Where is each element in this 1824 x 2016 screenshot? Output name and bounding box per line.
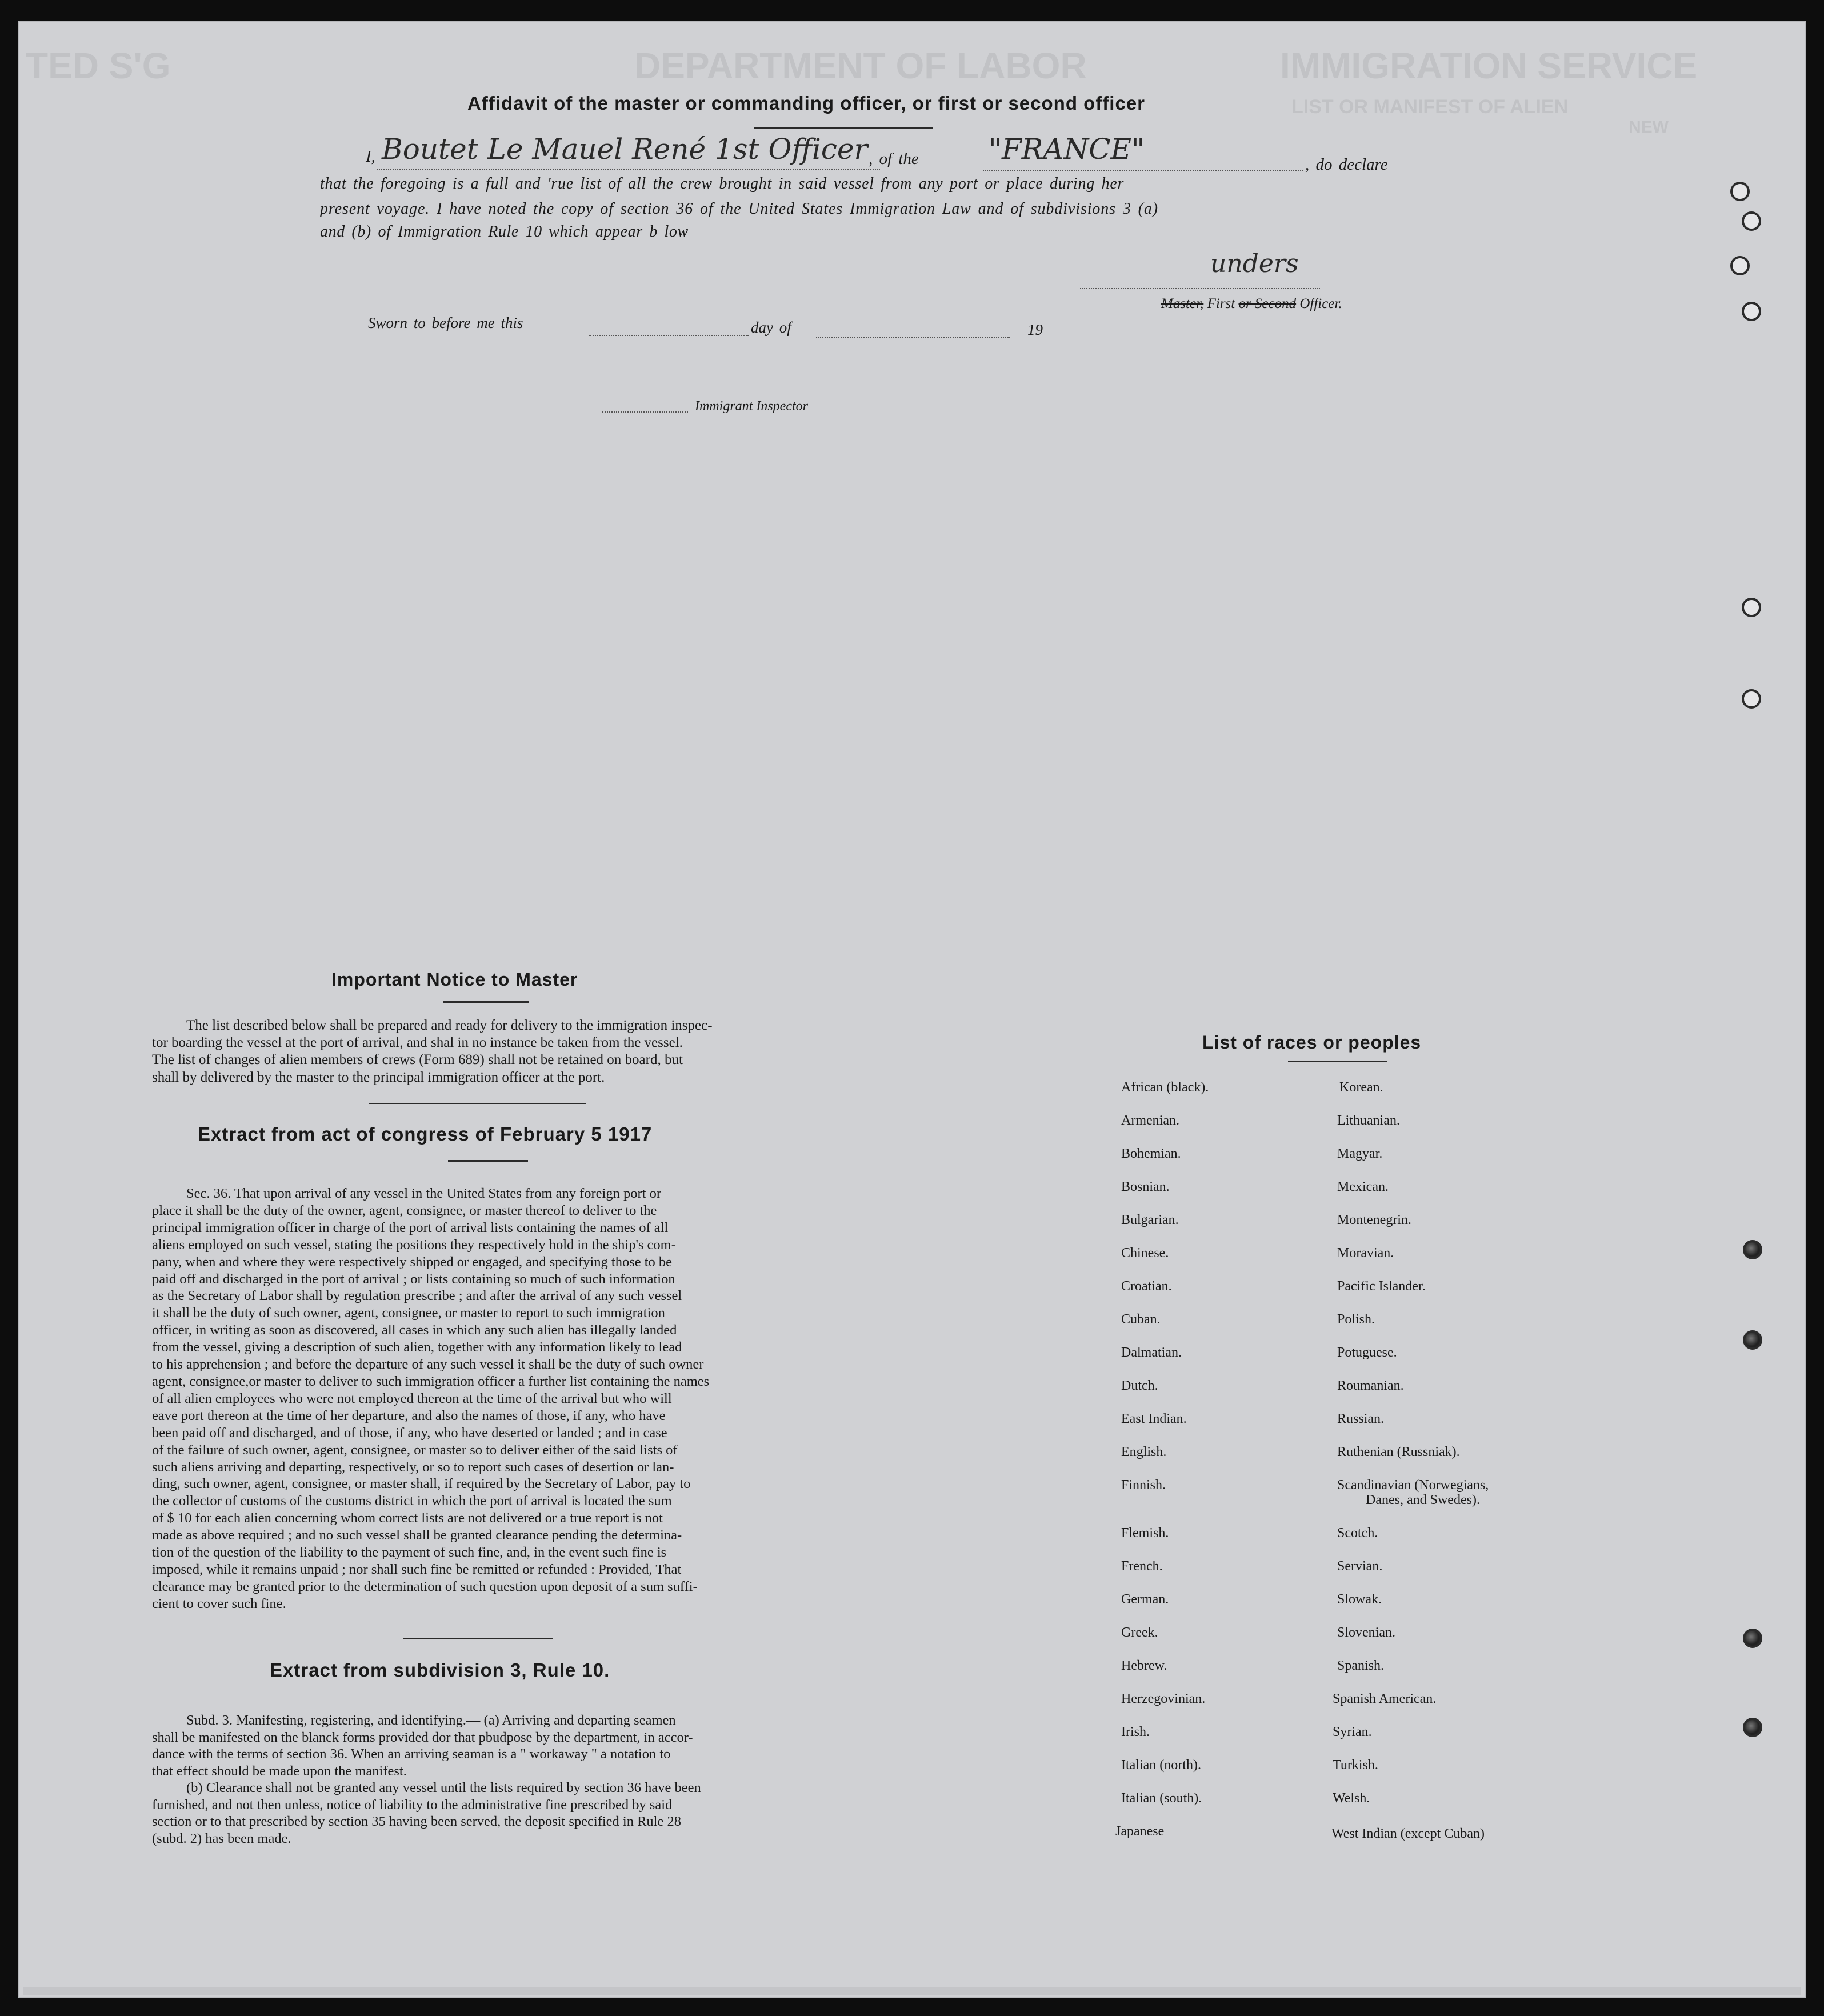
race-item: Flemish. (1121, 1526, 1169, 1541)
bleed-header-left: TED S'G (26, 45, 171, 86)
race-item: Italian (south). (1121, 1791, 1202, 1806)
notice-title-rule (443, 1001, 529, 1003)
sworn-day-line (589, 335, 749, 336)
race-item: Moravian. (1337, 1246, 1394, 1261)
affidavit-title-rule (754, 127, 933, 129)
binder-hole (1742, 598, 1761, 617)
extract1-title: Extract from act of congress of February 5 1917 (198, 1123, 653, 1145)
race-item: Armenian. (1121, 1113, 1179, 1128)
race-item: Potuguese. (1337, 1345, 1397, 1360)
bleed-header-mid: DEPARTMENT OF LABOR (634, 45, 1087, 86)
bleed-header-right: IMMIGRATION SERVICE (1280, 45, 1698, 86)
extract2-line: section or to that prescribed by section 35 having been served, the deposit specified in Rule 28 (152, 1814, 681, 1829)
page-bottom-edge (23, 1987, 1801, 1995)
extract2-line: dance with the terms of section 36. When an arriving seaman is a " workaway " a notation to (152, 1746, 671, 1762)
extract1-line: from the vessel, giving a description of such alien, together with any information likely to lead (152, 1339, 682, 1355)
officer-title-master: Master, (1161, 296, 1204, 311)
extract1-line: of the failure of such owner, agent, consignee, or master so to deliver either of the said lists of (152, 1442, 678, 1458)
race-item: Japanese (1115, 1824, 1165, 1839)
extract1-line: cient to cover such fine. (152, 1595, 286, 1611)
document-page (18, 21, 1806, 1998)
officer-title-line (1161, 296, 1342, 312)
binder-hole (1730, 182, 1750, 201)
extract2-line: (b) Clearance shall not be granted any vessel until the lists required by section 36 have been (186, 1780, 701, 1795)
race-item: French. (1121, 1559, 1163, 1574)
extract1-line: imposed, while it remains unpaid ; nor shall such fine be remitted or refunded : Provided, That (152, 1561, 682, 1577)
bleed-sub-right: NEW (1629, 118, 1669, 137)
race-item: Mexican. (1337, 1179, 1389, 1194)
notice-text (152, 1017, 811, 1086)
race-item: Bosnian. (1121, 1179, 1170, 1194)
extract1-line: officer, in writing as soon as discovered, all cases in which any such alien has illegally landed (152, 1322, 677, 1338)
race-item: African (black). (1121, 1080, 1209, 1095)
sworn-year: 19 (1027, 321, 1043, 338)
race-item: Italian (north). (1121, 1758, 1201, 1773)
binder-hole (1743, 1718, 1762, 1737)
races-title: List of races or peoples (1202, 1032, 1422, 1053)
section-divider (369, 1103, 586, 1104)
race-item: Welsh. (1333, 1791, 1370, 1806)
race-item: Cuban. (1121, 1312, 1161, 1327)
race-item: Polish. (1337, 1312, 1375, 1327)
extract2-text (152, 1712, 809, 1847)
race-item: Irish. (1121, 1725, 1150, 1739)
race-item: Turkish. (1333, 1758, 1378, 1773)
extract1-line: made as above required ; and no such vessel shall be granted clearance pending the determina- (152, 1527, 682, 1543)
extract1-line: as the Secretary of Labor shall by regulation prescribe ; and after the arrival of any such vessel (152, 1288, 682, 1304)
race-item: East Indian. (1121, 1411, 1187, 1426)
extract1-line: agent, consignee,or master to deliver to such immigration officer a further list containing the names (152, 1373, 710, 1389)
race-item: Scandinavian (Norwegians, (1337, 1478, 1489, 1493)
section-divider (403, 1638, 553, 1639)
extract1-line: to his apprehension ; and before the departure of any such vessel it shall be the duty of such owner (152, 1357, 704, 1373)
extract2-line: furnished, and not then unless, notice of liability to the administrative fine prescribed by said (152, 1797, 673, 1813)
race-item: Roumanian. (1337, 1378, 1404, 1393)
race-item: Greek. (1121, 1625, 1158, 1640)
race-item: Magyar. (1337, 1146, 1383, 1161)
extract1-line: pany, when and where they were respectively shipped or engaged, and specifying those to be (152, 1254, 673, 1270)
binder-hole (1742, 211, 1761, 231)
binder-hole (1742, 302, 1761, 321)
officer-signature: unders (1210, 249, 1299, 278)
vessel-name-handwritten: "FRANCE" (989, 133, 1145, 166)
binder-hole (1742, 689, 1761, 709)
notice-line: The list of changes of alien members of crews (Form 689) shall not be retained on board, but (152, 1052, 683, 1068)
affidavit-declare: , do declare (1305, 155, 1388, 174)
race-item: Dalmatian. (1121, 1345, 1182, 1360)
extract1-line: paid off and discharged in the port of arrival ; or lists containing so much of such information (152, 1271, 675, 1287)
extract2-line: shall be manifested on the blanck forms provided dor that pbudpose by the department, in accor- (152, 1729, 693, 1745)
affidavit-line-4: and (b) of Immigration Rule 10 which appear b low (320, 223, 689, 241)
extract2-title: Extract from subdivision 3, Rule 10. (270, 1659, 610, 1681)
extract1-title-rule (448, 1160, 528, 1162)
race-item: Scotch. (1337, 1526, 1378, 1541)
binder-hole (1730, 256, 1750, 275)
extract1-line: of $ 10 for each alien concerning whom correct lists are not delivered or a true report is not (152, 1510, 663, 1526)
race-item: Croatian. (1121, 1279, 1172, 1294)
race-item: Ruthenian (Russniak). (1337, 1445, 1460, 1459)
race-item: German. (1121, 1592, 1169, 1607)
race-item: Montenegrin. (1337, 1213, 1411, 1227)
binder-hole (1743, 1330, 1762, 1350)
affidavit-title: Affidavit of the master or commanding officer, or first or second officer (467, 93, 1146, 114)
notice-line: shall by delivered by the master to the principal immigration officer at the port. (152, 1069, 605, 1085)
binder-hole (1743, 1240, 1762, 1259)
race-item: English. (1121, 1445, 1167, 1459)
extract1-line: such aliens arriving and departing, respectively, or so to report such cases of desertion or lan- (152, 1459, 674, 1475)
race-item: Dutch. (1121, 1378, 1158, 1393)
race-item: Bohemian. (1121, 1146, 1181, 1161)
vessel-name-line (983, 170, 1303, 171)
race-item: Herzegovinian. (1121, 1691, 1206, 1706)
extract1-line: aliens employed on such vessel, stating the positions they respectively hold in the ship's com- (152, 1237, 676, 1253)
signature-line (1080, 288, 1320, 289)
extract1-line: ding, such owner, agent, consignee, or master shall, if required by the Secretary of Labor, pay to (152, 1476, 691, 1492)
sworn-month-line (816, 337, 1010, 338)
extract2-line: that effect should be made upon the manifest. (152, 1763, 407, 1779)
race-item: Korean. (1339, 1080, 1383, 1095)
notice-line: tor boarding the vessel at the port of arrival, and shal in no instance be taken from the vessel. (152, 1035, 683, 1051)
race-item: Servian. (1337, 1559, 1383, 1574)
extract2-line: (subd. 2) has been made. (152, 1830, 291, 1846)
extract1-line: the collector of customs of the customs district in which the port of arrival is located the sum (152, 1493, 672, 1509)
race-item: Danes, and Swedes). (1366, 1493, 1480, 1507)
race-item: Syrian. (1333, 1725, 1372, 1739)
inspector-label: Immigrant Inspector (695, 399, 808, 414)
officer-title-second: or Second (1238, 296, 1297, 311)
race-item: Bulgarian. (1121, 1213, 1179, 1227)
affidavit-of-the: , of the (869, 150, 919, 168)
extract1-line: of all alien employees who were not employed thereon at the time of the arrival but who will (152, 1390, 672, 1406)
affidavit-line-3: present voyage. I have noted the copy of section 36 of the United States Immigration Law and of subdivisions 3 (a) (320, 200, 1159, 218)
officer-title-tail: Officer. (1299, 296, 1342, 311)
bleed-sub-left: LIST OR MANIFEST OF ALIEN (1291, 96, 1569, 118)
extract1-line: principal immigration officer in charge of the port of arrival lists containing the names of all (152, 1219, 669, 1235)
race-item: Lithuanian. (1337, 1113, 1400, 1128)
officer-name-line (377, 169, 880, 170)
extract2-line: Subd. 3. Manifesting, registering, and identifying.— (a) Arriving and departing seamen (186, 1713, 676, 1728)
extract1-line: clearance may be granted prior to the determination of such question upon deposit of a sum suffi- (152, 1578, 698, 1594)
extract1-line: Sec. 36. That upon arrival of any vessel in the United States from any foreign port or (186, 1186, 661, 1201)
race-item: Finnish. (1121, 1478, 1166, 1493)
race-item: Pacific Islander. (1337, 1279, 1426, 1294)
extract1-line: it shall be the duty of such owner, agent, consignee, or master to report to such immigration (152, 1305, 665, 1321)
race-item: Hebrew. (1121, 1658, 1167, 1673)
notice-line: The list described below shall be prepared and ready for delivery to the immigration inspec- (186, 1018, 713, 1033)
sworn-day-of: day of (751, 319, 791, 336)
extract1-text (152, 1185, 809, 1613)
officer-name-handwritten: Boutet Le Mauel René 1st Officer (382, 133, 868, 166)
affidavit-i: I, (366, 147, 375, 166)
notice-title: Important Notice to Master (331, 969, 578, 990)
race-item: Chinese. (1121, 1246, 1169, 1261)
extract1-line: tion of the question of the liability to the payment of such fine, and, in the event such fine is (152, 1545, 667, 1561)
officer-title-first: First (1207, 296, 1235, 311)
affidavit-line-2: that the foregoing is a full and 'rue list of all the crew brought in said vessel from any port or place during her (320, 175, 1125, 193)
race-item: Russian. (1337, 1411, 1385, 1426)
race-item: Slowak. (1337, 1592, 1382, 1607)
binder-hole (1743, 1629, 1762, 1648)
inspector-line (602, 411, 688, 413)
race-item: Spanish. (1337, 1658, 1385, 1673)
race-item: West Indian (except Cuban) (1331, 1826, 1485, 1841)
races-title-rule (1288, 1061, 1387, 1062)
extract1-line: been paid off and discharged, and of those, if any, who have deserted or landed ; and in case (152, 1425, 667, 1441)
extract1-line: eave port thereon at the time of her departure, and also the names of those, if any, who have (152, 1407, 666, 1423)
extract1-line: place it shall be the duty of the owner, agent, consignee, or master thereof to deliver to the (152, 1202, 657, 1218)
sworn-text: Sworn to before me this (368, 314, 523, 331)
race-item: Spanish American. (1333, 1691, 1437, 1706)
race-item: Slovenian. (1337, 1625, 1395, 1640)
